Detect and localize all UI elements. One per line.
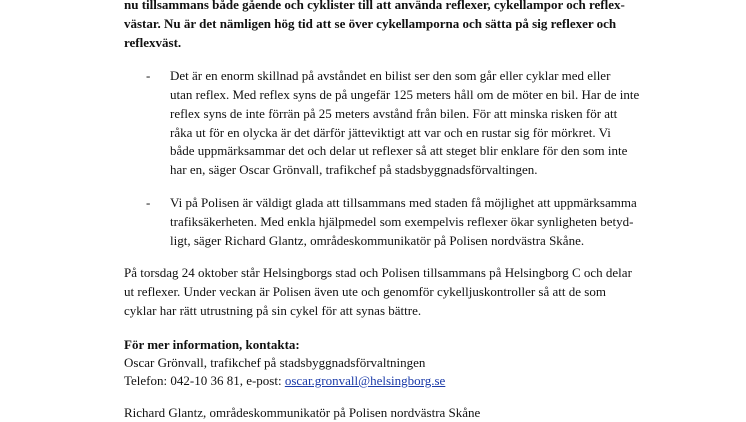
paragraph-line-1: På torsdag 24 oktober står Helsingborgs stad och Polisen tillsammans på Helsingborg C och delar [124, 265, 632, 280]
quote1-line-4: råka ut för en olycka är det därför jätteviktigt att var och en rustar sig för mörkret. Vi [170, 125, 611, 140]
quote2-dash: - [146, 195, 151, 210]
contact-person-1: Oscar Grönvall, trafikchef på stadsbyggnadsförvaltningen [124, 355, 426, 370]
quote2-line-2: trafiksäkerheten. Med enkla hjälpmedel som exempelvis reflexer ökar synligheten betyd- [170, 214, 634, 229]
quote1-line-1: Det är en enorm skillnad på avståndet en bilist ser den som går eller cyklar med eller [170, 68, 611, 83]
quote1-line-5: både uppmärksammar det och delar ut reflexer så att steget blir enklare för den som inte [170, 143, 628, 158]
contact-phone-line [124, 372, 445, 390]
paragraph-line-2: ut reflexer. Under veckan är Polisen även ute och genomför cykelljuskontroller så att de som [124, 284, 606, 299]
contact-heading: För mer information, kontakta: [124, 337, 300, 352]
quote1-line-2: utan reflex. Med reflex syns de på ungefär 125 meters håll om de möter en bil. Har de inte [170, 87, 640, 102]
quote1-line-3: reflex syns de inte förrän på 25 meters avstånd från bilen. För att minska risken för att [170, 106, 618, 121]
paragraph-line-3: cyklar har rätt utrustning på sin cykel för att synas bättre. [124, 303, 422, 318]
email-link-1[interactable]: oscar.gronvall@helsingborg.se [284, 373, 446, 388]
contact-person-2: Richard Glantz, områdeskommunikatör på Polisen nordvästra Skåne [124, 405, 481, 420]
quote1-line-6: har en, säger Oscar Grönvall, trafikchef på stadsbyggnadsförvaltingen. [170, 162, 538, 177]
intro-line-2: västar. Nu är det nämligen hög tid att se över cykellamporna och sätta på sig reflexer och [124, 16, 617, 31]
quote2-line-3: ligt, säger Richard Glantz, områdeskommunikatör på Polisen nordvästra Skåne. [170, 233, 585, 248]
intro-line-3: reflexväst. [124, 35, 182, 50]
contact-phone-1: Telefon: 042-10 36 81, e-post: [124, 373, 282, 388]
intro-line-1: nu tillsammans både gående och cyklister till att använda reflexer, cykellampor och reflex- [124, 0, 625, 12]
quote2-line-1: Vi på Polisen är väldigt glada att tillsammans med staden få möjlighet att uppmärksamma [170, 195, 637, 210]
quote1-dash: - [146, 68, 151, 83]
